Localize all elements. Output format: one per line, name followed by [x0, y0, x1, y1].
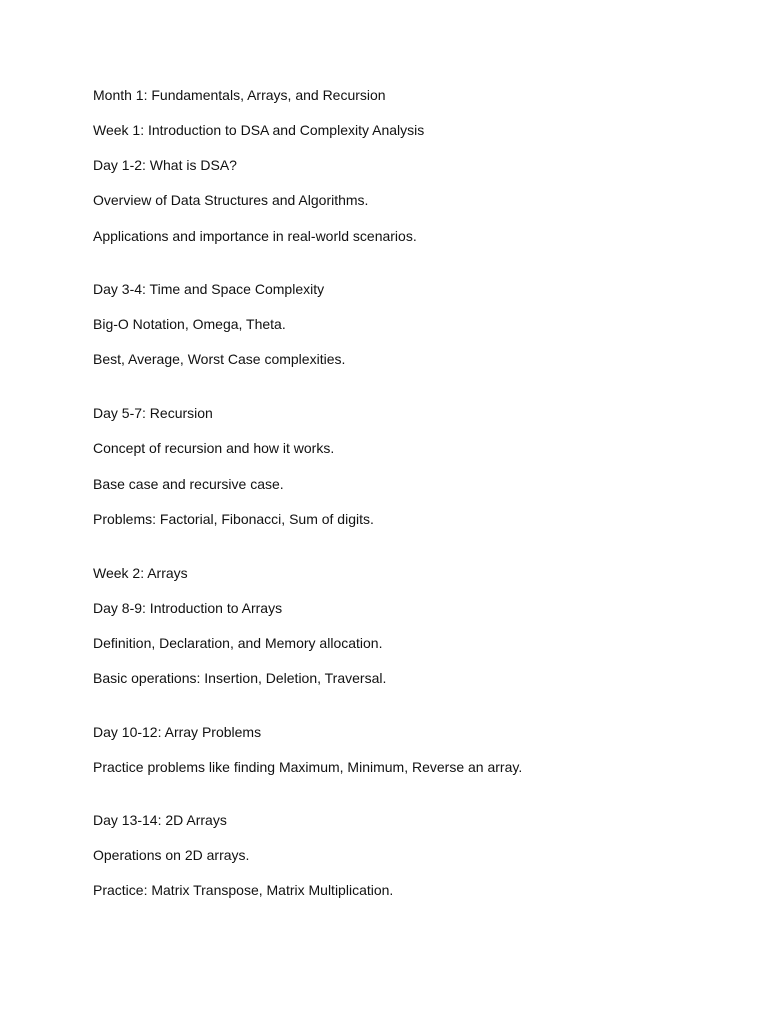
body-line: Overview of Data Structures and Algorithms.	[93, 192, 369, 208]
day-heading: Day 5-7: Recursion	[93, 405, 213, 421]
month-heading: Month 1: Fundamentals, Arrays, and Recursion	[93, 87, 386, 103]
day-heading: Day 8-9: Introduction to Arrays	[93, 600, 283, 616]
day-heading: Day 10-12: Array Problems	[93, 724, 262, 740]
body-line: Concept of recursion and how it works.	[93, 440, 335, 456]
day-heading: Day 13-14: 2D Arrays	[93, 812, 227, 828]
day-heading: Day 3-4: Time and Space Complexity	[93, 281, 325, 297]
body-line: Practice problems like finding Maximum, Minimum, Reverse an array.	[93, 759, 523, 775]
body-line: Definition, Declaration, and Memory allocation.	[93, 635, 383, 651]
body-line: Base case and recursive case.	[93, 476, 284, 492]
body-line: Best, Average, Worst Case complexities.	[93, 351, 346, 367]
body-line: Basic operations: Insertion, Deletion, Traversal.	[93, 670, 387, 686]
body-line: Practice: Matrix Transpose, Matrix Multiplication.	[93, 882, 394, 898]
body-line: Big-O Notation, Omega, Theta.	[93, 316, 286, 332]
week-heading: Week 2: Arrays	[93, 565, 188, 581]
body-line: Problems: Factorial, Fibonacci, Sum of digits.	[93, 511, 374, 527]
body-line: Applications and importance in real-world scenarios.	[93, 228, 417, 244]
day-heading: Day 1-2: What is DSA?	[93, 157, 237, 173]
body-line: Operations on 2D arrays.	[93, 847, 250, 863]
week-heading: Week 1: Introduction to DSA and Complexity Analysis	[93, 122, 425, 138]
